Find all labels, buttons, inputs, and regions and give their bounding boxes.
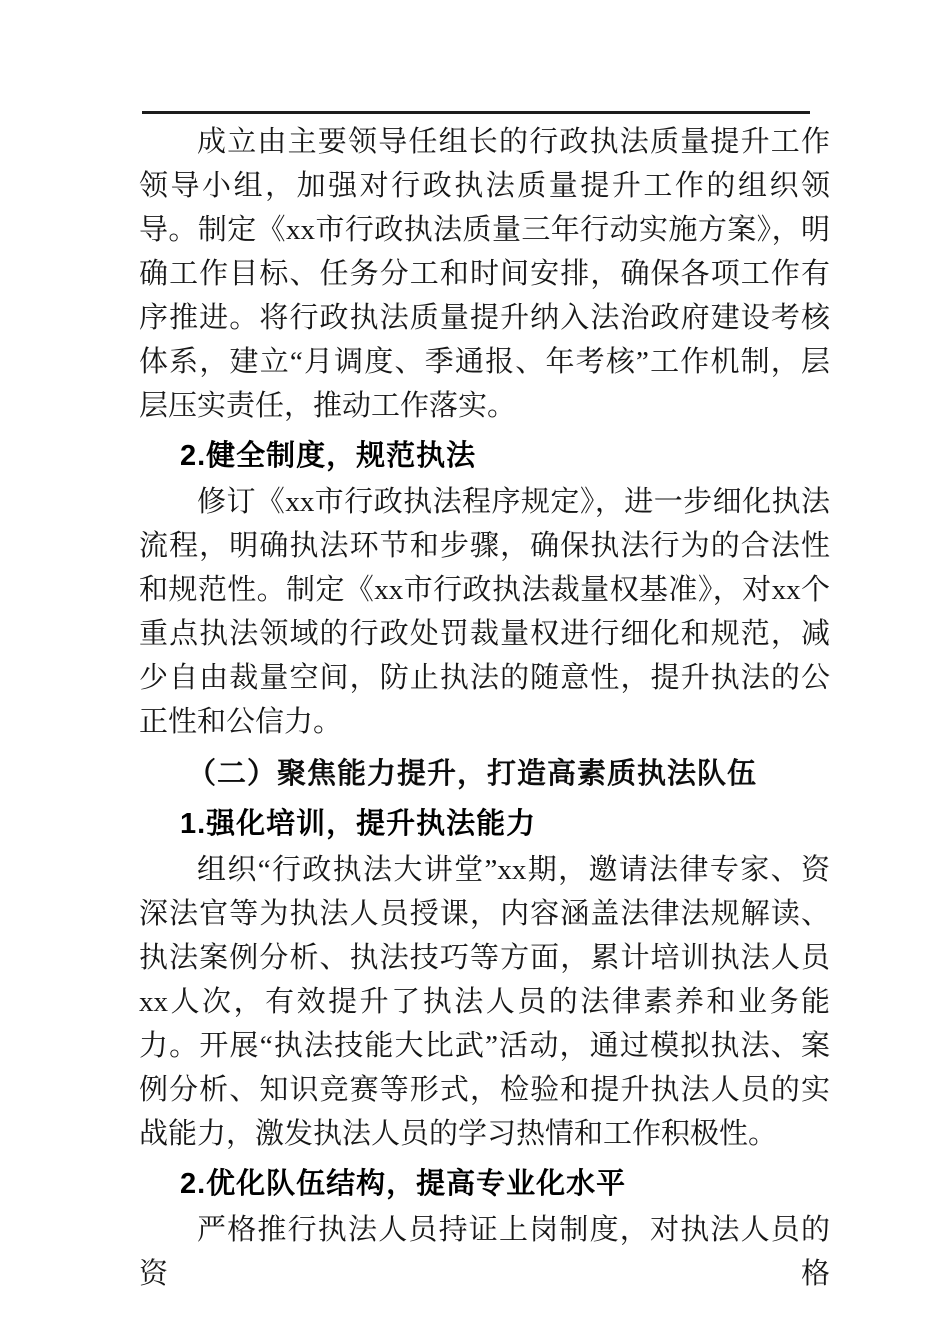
header-rule: [142, 111, 810, 114]
heading-strengthen-training: 1.强化培训，提升执法能力: [180, 808, 537, 840]
paragraph-revise-procedures: 修订《xx市行政执法程序规定》，进一步细化执法流程，明确执法环节和步骤，确保执法行为的合法性和规范性。制定《xx市行政执法裁量权基准》，对xx个重点执法领域的行政处罚裁量权进行细化和规范，减少自由裁量空间，防止执法的随意性，提升执法的公正性和公信力。: [139, 486, 830, 738]
paragraph-training-lectures: 组织“行政执法大讲堂”xx期，邀请法律专家、资深法官等为执法人员授课，内容涵盖法律法规解读、执法案例分析、执法技巧等方面，累计培训执法人员xx人次，有效提升了执法人员的法律素养和业务能力。开展“执法技能大比武”活动，通过模拟执法、案例分析、知识竞赛等形式，检验和提升执法人员的实战能力，激发执法人员的学习热情和工作积极性。: [139, 854, 830, 1150]
heading-improve-system: 2.健全制度，规范执法: [180, 440, 477, 472]
paragraph-certification-system: 严格推行执法人员持证上岗制度，对执法人员的资格: [139, 1214, 830, 1290]
subheading-section-two-capability: （二）聚焦能力提升，打造高素质执法队伍: [187, 758, 758, 790]
heading-optimize-team-structure: 2.优化队伍结构，提高专业化水平: [180, 1168, 627, 1200]
paragraph-organization-leadership: 成立由主要领导任组长的行政执法质量提升工作领导小组，加强对行政执法质量提升工作的组织领导。制定《xx市行政执法质量三年行动实施方案》，明确工作目标、任务分工和时间安排，确保各项工作有序推进。将行政执法质量提升纳入法治政府建设考核体系，建立“月调度、季通报、年考核”工作机制，层层压实责任，推动工作落实。: [139, 126, 830, 422]
page-content: [139, 120, 830, 1296]
